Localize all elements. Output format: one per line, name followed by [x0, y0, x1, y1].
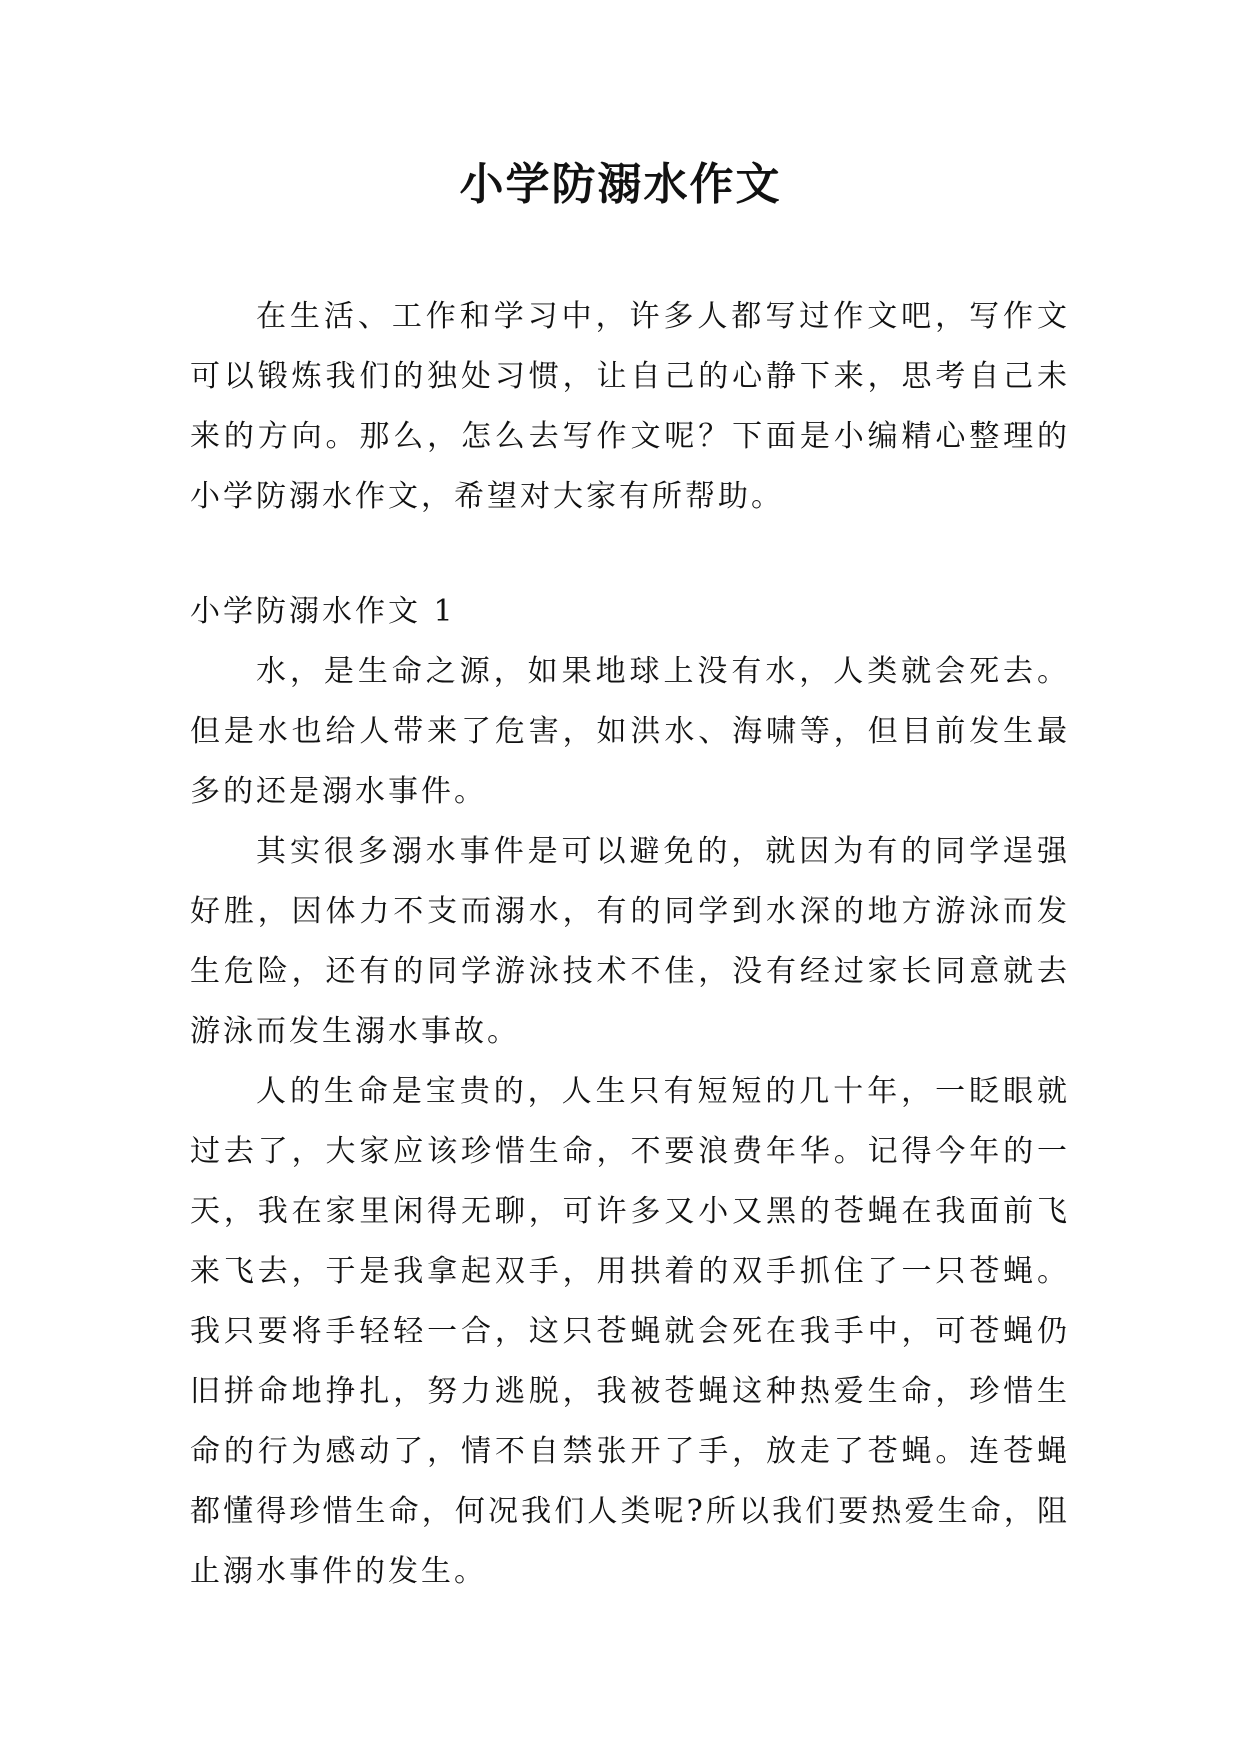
document-title: 小学防溺水作文	[459, 159, 782, 210]
body-paragraph-1: 水，是生命之源，如果地球上没有水，人类就会死去。但是水也给人带来了危害，如洪水、海啸等，但目前发生最多的还是溺水事件。	[190, 654, 1070, 809]
intro-paragraph: 在生活、工作和学习中，许多人都写过作文吧，写作文可以锻炼我们的独处习惯，让自己的心静下来，思考自己未来的方向。那么，怎么去写作文呢？下面是小编精心整理的小学防溺水作文，希望对大家有所帮助。	[190, 299, 1070, 514]
body-paragraph-2: 其实很多溺水事件是可以避免的，就因为有的同学逞强好胜，因体力不支而溺水，有的同学到水深的地方游泳而发生危险，还有的同学游泳技术不佳，没有经过家长同意就去游泳而发生溺水事故。	[190, 834, 1070, 1049]
document-body	[190, 287, 1070, 1602]
essay-section-1	[190, 582, 1070, 1602]
body-paragraph-3: 人的生命是宝贵的，人生只有短短的几十年，一眨眼就过去了，大家应该珍惜生命，不要浪费年华。记得今年的一天，我在家里闲得无聊，可许多又小又黑的苍蝇在我面前飞来飞去，于是我拿起双手，用拱着的双手抓住了一只苍蝇。我只要将手轻轻一合，这只苍蝇就会死在我手中，可苍蝇仍旧拼命地挣扎，努力逃脱，我被苍蝇这种热爱生命，珍惜生命的行为感动了，情不自禁张开了手，放走了苍蝇。连苍蝇都懂得珍惜生命，何况我们人类呢?所以我们要热爱生命，阻止溺水事件的发生。	[190, 1074, 1070, 1589]
section-heading: 小学防溺水作文 1	[190, 594, 456, 629]
